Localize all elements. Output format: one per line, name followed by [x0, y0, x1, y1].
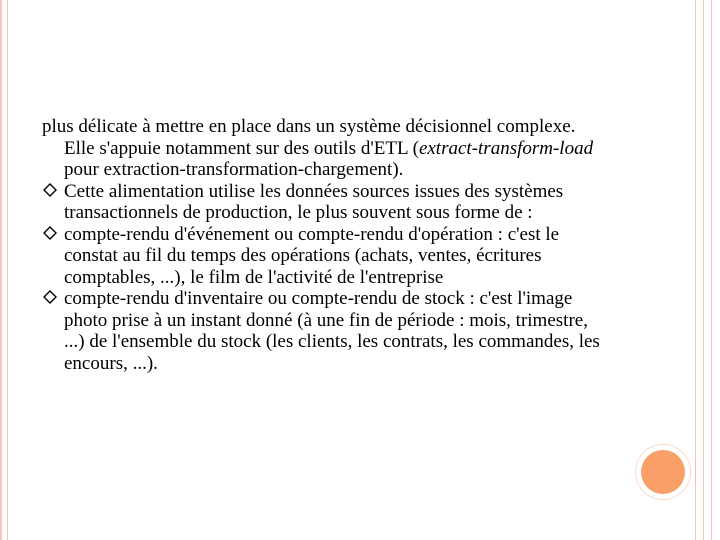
frame-line-left: [7, 0, 8, 540]
accent-circle: [641, 450, 685, 494]
diamond-icon: [43, 226, 57, 240]
bullet-item-2: [42, 224, 602, 289]
intro-emphasis: extract-transform-load: [418, 137, 594, 159]
bullet-item-3: [42, 288, 602, 374]
bullet-item-1: [42, 181, 602, 224]
frame-line-right-2: [703, 0, 704, 540]
frame-line-right-1: [695, 0, 696, 540]
intro-paragraph: [42, 116, 602, 181]
diamond-icon: [43, 183, 57, 197]
diamond-icon: [43, 290, 57, 304]
frame-line-right-3: [711, 0, 712, 540]
slide-body: [42, 116, 602, 374]
bullet-text: Cette alimentation utilise les données sources issues des systèmes transactionnels de production, le plus souvent sous forme de :: [64, 180, 564, 223]
bullet-text: compte-rendu d'inventaire ou compte-rendu de stock : c'est l'image photo prise à un instant donné (à une fin de période : mois, trimestre, ...) de l'ensemble du stock (les clients, les contrats, les commandes, les encours, ...).: [64, 288, 600, 374]
bullet-text: compte-rendu d'événement ou compte-rendu d'opération : c'est le constat au fil du temps des opérations (achats, ventes, écritures comptables, ...), le film de l'activité de l'entreprise: [64, 223, 560, 288]
intro-text-end: pour extraction-transformation-chargement).: [64, 159, 404, 180]
intro-text: plus délicate à mettre en place dans un système décisionnel complexe. Elle s'appuie notamment sur des outils d'ETL (: [42, 116, 576, 159]
